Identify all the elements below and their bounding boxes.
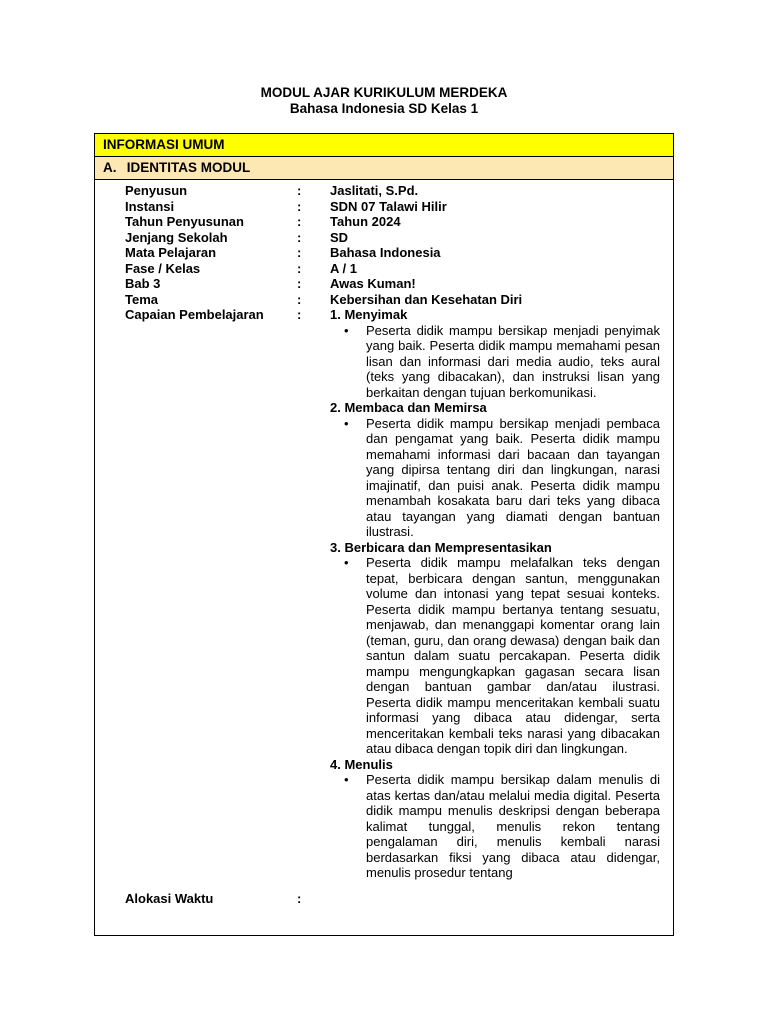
identity-value: Awas Kuman! <box>330 276 416 291</box>
identity-value: SDN 07 Talawi Hilir <box>330 198 447 214</box>
capaian-text: Peserta didik mampu melafalkan teks dengan tepat, berbicara dengan santun, menggunakan volume dan intonasi yang tepat sesuai konteks. Peserta didik mampu bertanya tentang sesuatu, menjawab, dan menanggapi komentar orang lain (teman, guru, dan orang dewasa) dengan baik dan santun dalam suatu percakapan. Peserta didik mampu mengungkapkan gagasan secara lisan dengan bantuan gambar dan/atau ilustrasi. Peserta didik mampu menceritakan kembali suatu informasi yang dibaca atau didengar, serta menceritakan kembali teks narasi yang dibacakan atau dibaca dengan topik diri dan lingkungan. <box>366 555 660 756</box>
capaian-item <box>330 555 660 757</box>
identity-label: Jenjang Sekolah <box>125 229 228 245</box>
identity-row <box>125 261 665 277</box>
capaian-heading: 3. Berbicara dan Mempresentasikan <box>330 539 552 555</box>
colon: : <box>297 214 302 229</box>
identity-value: Tahun 2024 <box>330 214 401 229</box>
bullet-icon: • <box>344 555 349 570</box>
bullet-icon: • <box>344 772 349 787</box>
identity-row <box>125 276 665 292</box>
capaian-text: Peserta didik mampu bersikap menjadi penyimak yang baik. Peserta didik mampu memahami pesan lisan dan informasi dari media audio, teks aural (teks yang dibacakan), dan instruksi lisan yang berkaitan dengan tujuan berkomunikasi. <box>366 322 660 400</box>
identity-label: Fase / Kelas <box>125 260 201 276</box>
capaian-heading: 1. Menyimak <box>330 307 408 322</box>
bullet-icon: • <box>344 322 349 338</box>
subsection-number: A. <box>103 160 117 175</box>
identity-row <box>125 199 665 215</box>
capaian-item <box>330 416 660 540</box>
identity-row <box>125 230 665 246</box>
capaian-text: Peserta didik mampu bersikap menjadi pembaca dan pengamat yang baik. Peserta didik mampu memahami informasi dari bacaan dan tayangan yang dipirsa tentang diri dan lingkungan, narasi imajinatif, dan puisi anak. Peserta didik mampu menambah kosakata baru dari teks yang dibaca atau tayangan yang diamati dengan bantuan ilustrasi. <box>366 415 660 539</box>
document-title: MODUL AJAR KURIKULUM MERDEKA <box>260 85 508 100</box>
identity-label: Instansi <box>125 198 175 214</box>
identity-value: A / 1 <box>330 260 357 276</box>
subsection-title: IDENTITAS MODUL <box>126 160 251 175</box>
identity-row <box>125 292 665 308</box>
identity-row <box>125 183 665 199</box>
colon: : <box>297 291 302 307</box>
identity-label: Tahun Penyusunan <box>125 214 244 229</box>
bullet-icon: • <box>344 415 349 431</box>
document-subtitle: Bahasa Indonesia SD Kelas 1 <box>289 101 479 116</box>
colon: : <box>297 183 302 198</box>
identity-value: Kebersihan dan Kesehatan Diri <box>330 291 523 307</box>
identity-label: Mata Pelajaran <box>125 245 217 260</box>
colon: : <box>297 891 302 906</box>
colon: : <box>297 307 302 322</box>
info-table <box>94 133 674 936</box>
colon: : <box>297 245 302 260</box>
subsection-header <box>95 157 673 180</box>
capaian-heading: 4. Menulis <box>330 756 393 772</box>
identity-list <box>125 183 665 323</box>
colon: : <box>297 198 302 214</box>
alokasi-waktu-row <box>125 891 325 907</box>
identity-label: Tema <box>125 291 158 307</box>
colon: : <box>297 229 302 245</box>
capaian-item <box>330 323 660 401</box>
alokasi-label: Alokasi Waktu <box>125 891 214 906</box>
identity-value: Bahasa Indonesia <box>330 245 441 260</box>
colon: : <box>297 260 302 276</box>
capaian-heading: 2. Membaca dan Memirsa <box>330 400 487 415</box>
identity-label: Bab 3 <box>125 276 161 291</box>
section-header: INFORMASI UMUM <box>95 134 673 157</box>
capaian-pembelajaran <box>330 307 660 881</box>
capaian-text: Peserta didik mampu bersikap dalam menulis di atas kertas dan/atau melalui media digital. Peserta didik mampu menulis deskripsi dengan beberapa kalimat tunggal, menulis rekon tentang pengalaman diri, menulis kembali narasi berdasarkan fiksi yang dibaca atau didengar, menulis prosedur tentang <box>366 772 660 880</box>
identity-label: Capaian Pembelajaran <box>125 307 264 322</box>
identity-row <box>125 245 665 261</box>
identity-row <box>125 214 665 230</box>
colon: : <box>297 276 302 291</box>
capaian-item <box>330 772 660 881</box>
identity-label: Penyusun <box>125 183 188 198</box>
identity-value: Jaslitati, S.Pd. <box>330 183 419 198</box>
identity-value: SD <box>330 229 349 245</box>
